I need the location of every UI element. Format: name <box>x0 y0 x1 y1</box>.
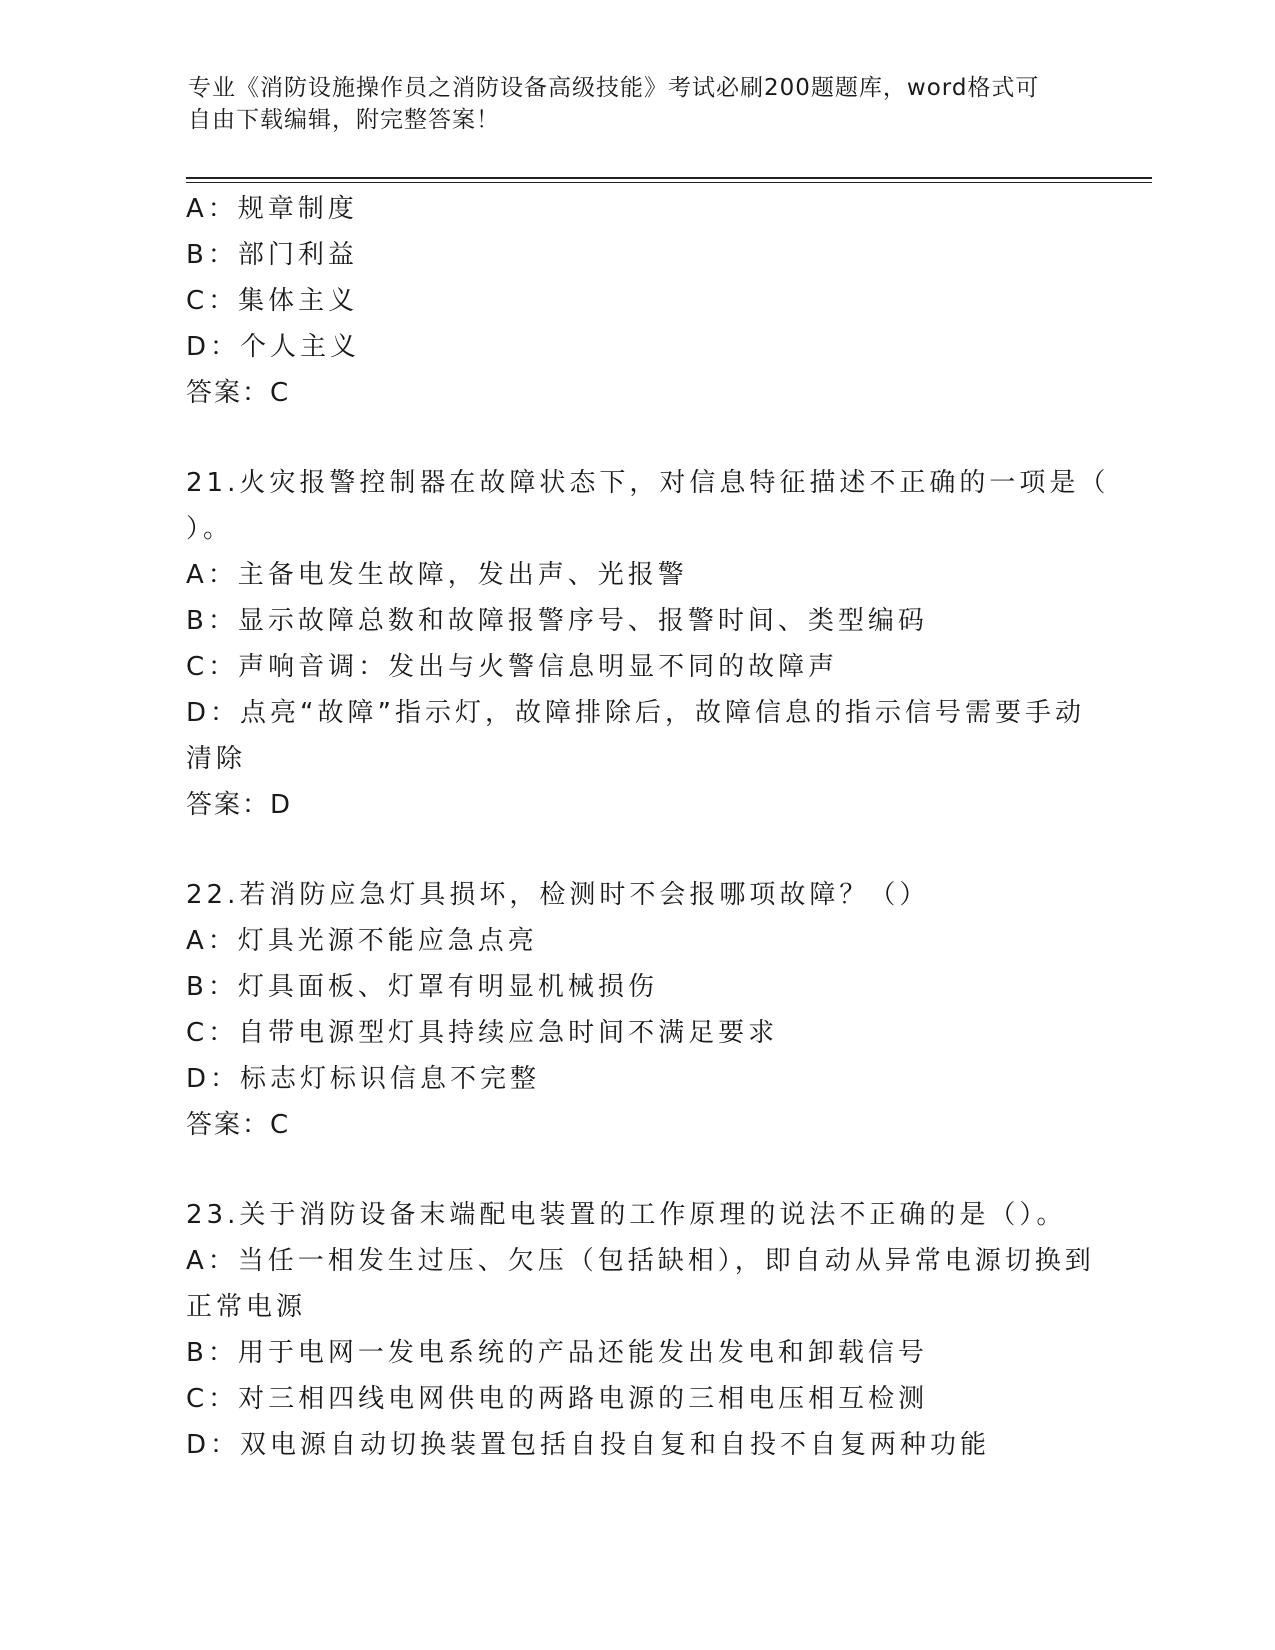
answer: 答案：D <box>186 790 293 820</box>
option-c: C：声响音调：发出与火警信息明显不同的故障声 <box>186 652 839 682</box>
option-b: B：灯具面板、灯罩有明显机械损伤 <box>186 972 658 1002</box>
header-line-2: 自由下载编辑，附完整答案！ <box>188 107 500 133</box>
answer: 答案：C <box>186 1110 291 1140</box>
option-b: B：显示故障总数和故障报警序号、报警时间、类型编码 <box>186 606 928 636</box>
option-d: D：双电源自动切换装置包括自投自复和自投不自复两种功能 <box>186 1430 991 1460</box>
spacer <box>186 1148 1086 1192</box>
option-d: D：标志灯标识信息不完整 <box>186 1064 541 1094</box>
option-c: C：对三相四线电网供电的两路电源的三相电压相互检测 <box>186 1384 929 1414</box>
option-b: B：用于电网一发电系统的产品还能发出发电和卸载信号 <box>186 1338 928 1368</box>
option-a-cont: 正常电源 <box>186 1292 307 1322</box>
answer: 答案：C <box>186 378 291 408</box>
question-stem: 23.关于消防设备末端配电装置的工作原理的说法不正确的是（）。 <box>186 1200 1067 1230</box>
option-b: B：部门利益 <box>186 240 358 270</box>
question-20-continued <box>186 186 1086 416</box>
question-stem: 21.火灾报警控制器在故障状态下，对信息特征描述不正确的一项是（ <box>186 468 1110 498</box>
question-stem-cont: ）。 <box>186 514 234 544</box>
option-a: A：主备电发生故障，发出声、光报警 <box>186 560 688 590</box>
option-c: C：自带电源型灯具持续应急时间不满足要求 <box>186 1018 779 1048</box>
spacer <box>186 416 1086 460</box>
option-d: D：点亮“故障”指示灯，故障排除后，故障信息的指示信号需要手动 <box>186 698 1085 728</box>
header-rule-thin <box>186 182 1152 183</box>
question-22 <box>186 872 1086 1148</box>
option-d-cont: 清除 <box>186 744 247 774</box>
question-stem: 22.若消防应急灯具损坏，检测时不会报哪项故障？（） <box>186 880 930 910</box>
header-rule-thick <box>186 177 1152 179</box>
question-23 <box>186 1192 1095 1468</box>
option-a: A：规章制度 <box>186 194 358 224</box>
option-d: D：个人主义 <box>186 332 361 362</box>
option-a: A：当任一相发生过压、欠压（包括缺相），即自动从异常电源切换到 <box>186 1246 1095 1276</box>
option-c: C：集体主义 <box>186 286 359 316</box>
spacer <box>186 828 1086 872</box>
question-21 <box>186 460 1110 828</box>
document-header <box>188 72 1068 136</box>
question-list <box>186 186 1110 1468</box>
header-line-1: 专业《消防设施操作员之消防设备高级技能》考试必刷200题题库，word格式可 <box>188 75 1040 101</box>
option-a: A：灯具光源不能应急点亮 <box>186 926 538 956</box>
